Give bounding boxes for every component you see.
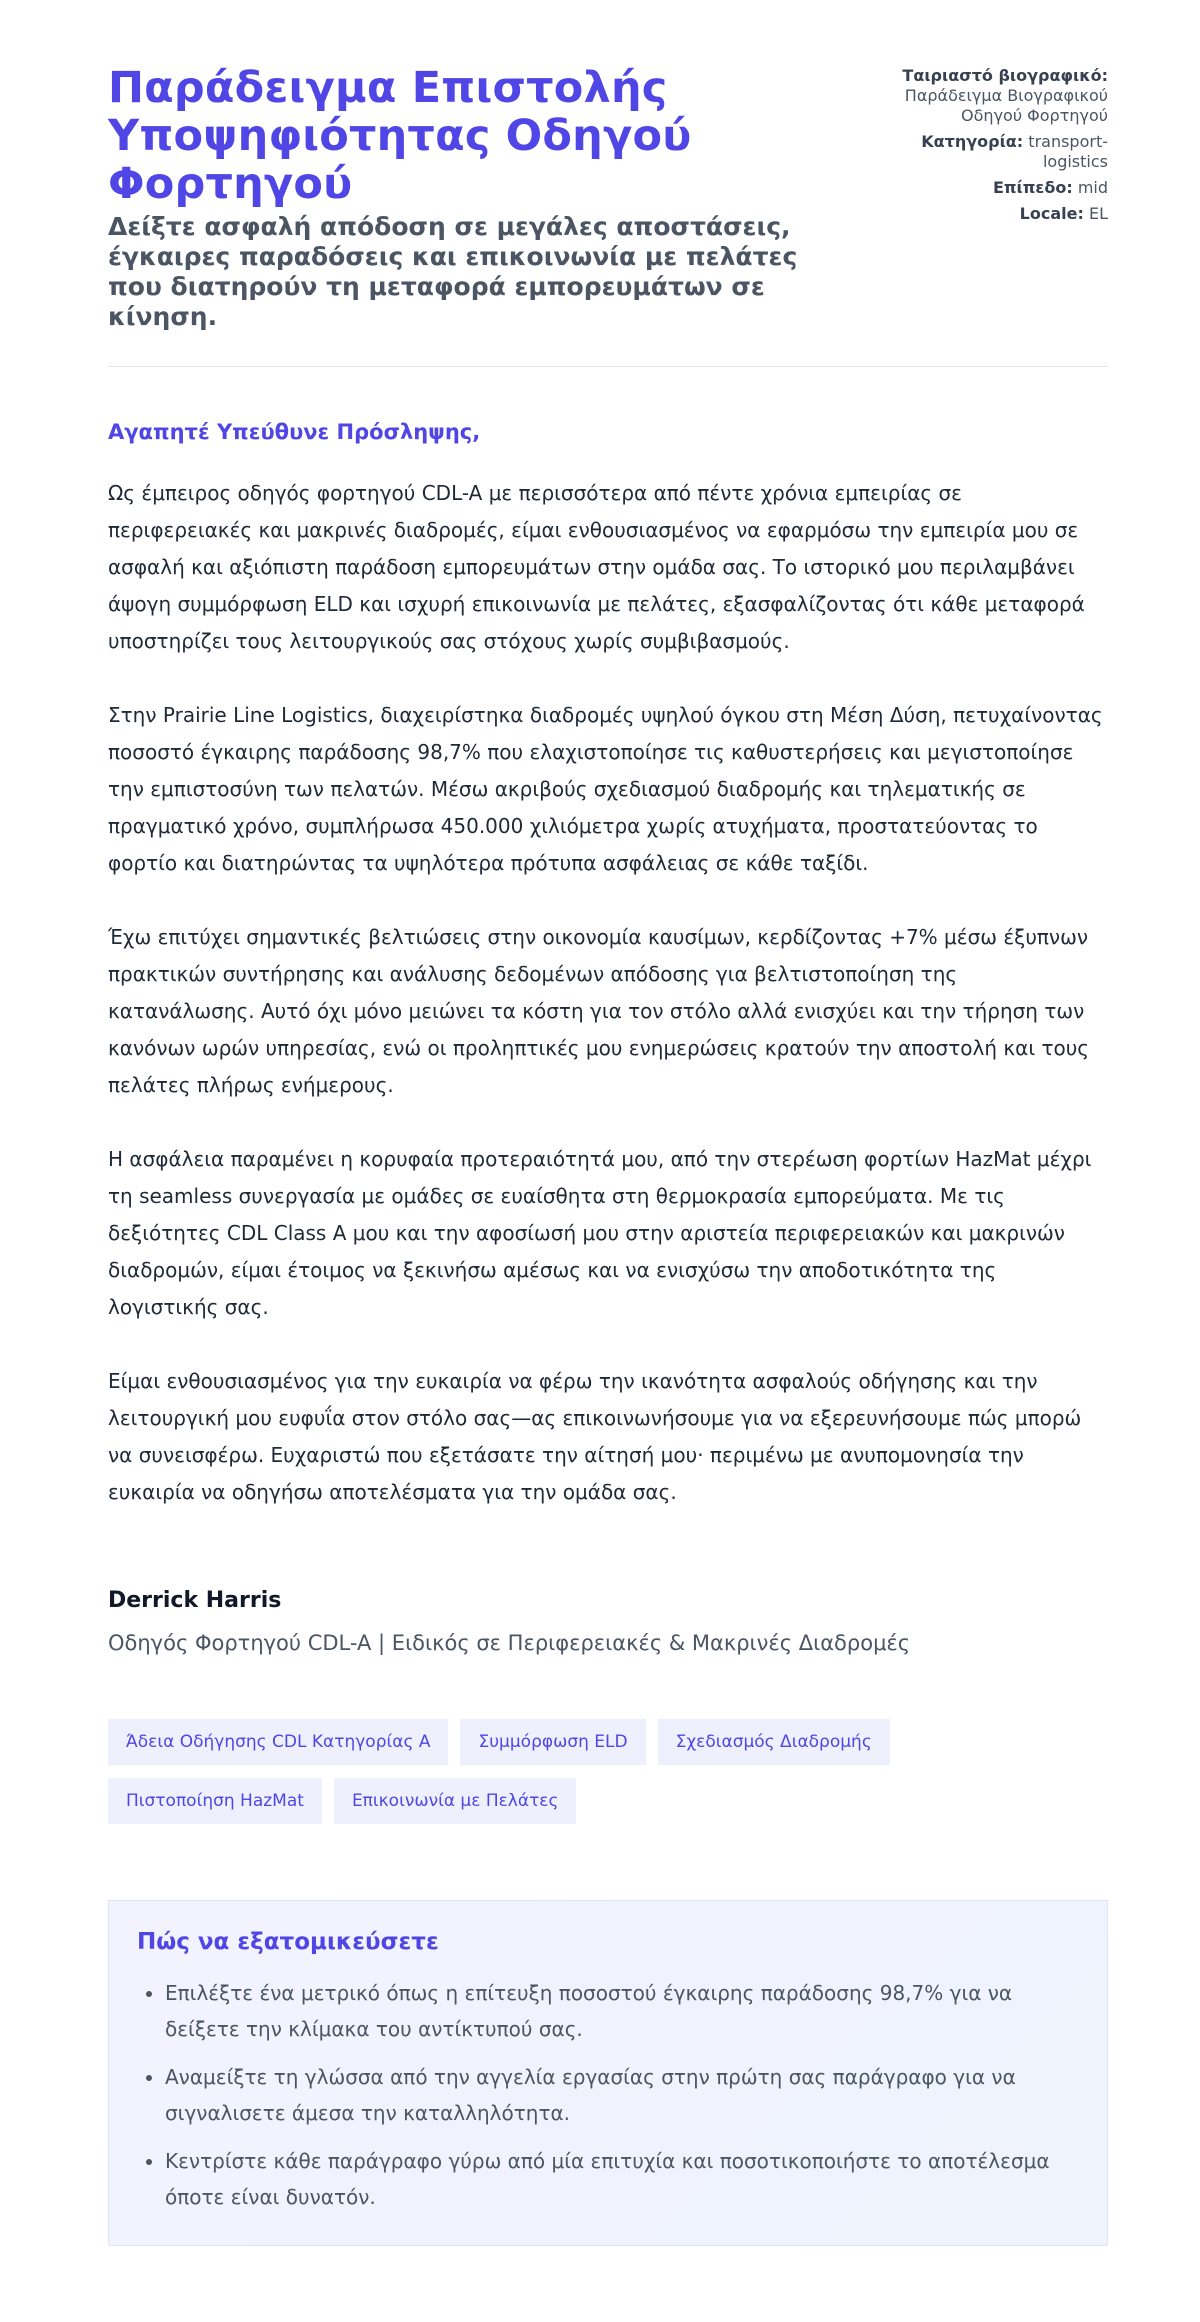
letter-paragraph: Είμαι ενθουσιασμένος για την ευκαιρία να φέρω την ικανότητα ασφαλούς οδήγησης και την λειτουργική μου ευφυΐα στον στόλο σας—ας επικοινωνήσουμε για να εξερευνήσουμε πώς μπορώ να συνεισφέρω. Ευχαριστώ που εξετάσατε την αίτησή μου· περιμένω με ανυπομονησία την ευκαιρία να οδηγήσω αποτελέσματα για την ομάδα σας. (108, 1369, 1082, 1504)
page-header (108, 64, 1108, 332)
skill-tags (108, 1719, 928, 1824)
meta-locale-label: Locale: (1019, 204, 1084, 223)
letter-salutation: Αγαπητέ Υπεύθυνε Πρόσληψης, (108, 420, 481, 444)
signature-title: Οδηγός Φορτηγού CDL-A | Ειδικός σε Περιφερειακές & Μακρινές Διαδρομές (108, 1631, 911, 1655)
meta-category-label: Κατηγορία: (921, 132, 1024, 151)
skill-tag: Σχεδιασμός Διαδρομής (658, 1719, 890, 1765)
letter-paragraph: Στην Prairie Line Logistics, διαχειρίστηκα διαδρομές υψηλού όγκου στη Μέση Δύση, πετυχαίνοντας ποσοστό έγκαιρης παράδοσης 98,7% που ελαχιστοποίησε τις καθυστερήσεις και μεγιστοποίησε την εμπιστοσύνη των πελατών. Μέσω ακριβούς σχεδιασμού διαδρομής και τηλεματικής σε πραγματικό χρόνο, συμπλήρωσα 450.000 χιλιόμετρα χωρίς ατυχήματα, προστατεύοντας το φορτίο και διατηρώντας τα υψηλότερα πρότυπα ασφάλειας σε κάθε ταξίδι. (108, 703, 1103, 875)
meta-level (888, 178, 1108, 198)
meta-resume-label: Ταιριαστό βιογραφικό: (902, 66, 1108, 85)
skill-tag: Άδεια Οδήγησης CDL Κατηγορίας A (108, 1719, 448, 1765)
page-title: Παράδειγμα Επιστολής Υποψηφιότητας Οδηγού Φορτηγού (108, 63, 692, 209)
tip-item: • Επιλέξτε ένα μετρικό όπως η επίτευξη ποσοστού έγκαιρης παράδοσης 98,7% για να δείξετε την κλίμακα του αντίκτυπού σας. (165, 1975, 1079, 2047)
meta-category (888, 132, 1108, 172)
letter-paragraph: Ως έμπειρος οδηγός φορτηγού CDL-A με περισσότερα από πέντε χρόνια εμπειρίας σε περιφερειακές και μακρινές διαδρομές, είμαι ενθουσιασμένος να εφαρμόσω την εμπειρία μου σε ασφαλή και αξιόπιστη παράδοση εμπορευμάτων στην ομάδα σας. Το ιστορικό μου περιλαμβάνει άψογη συμμόρφωση ELD και ισχυρή επικοινωνία με πελάτες, εξασφαλίζοντας ότι κάθε μεταφορά υποστηρίζει τους λειτουργικούς σας στόχους χωρίς συμβιβασμούς. (108, 481, 1085, 653)
skill-tag: Συμμόρφωση ELD (460, 1719, 645, 1765)
cover-letter-page (108, 64, 1108, 2246)
meta-locale-value: EL (1088, 204, 1108, 223)
meta-resume-value: Παράδειγμα Βιογραφικού Οδηγού Φορτηγού (904, 86, 1108, 125)
page-subtitle: Δείξτε ασφαλή απόδοση σε μεγάλες αποστάσεις, έγκαιρες παραδόσεις και επικοινωνία με πελάτες που διατηρούν τη μεταφορά εμπορευμάτων σε κίνηση. (108, 212, 798, 331)
signature-block (108, 1587, 1108, 1657)
letter-paragraph: Έχω επιτύχει σημαντικές βελτιώσεις στην οικονομία καυσίμων, κερδίζοντας +7% μέσω έξυπνων πρακτικών συντήρησης και ανάλυσης δεδομένων απόδοσης για βελτιστοποίηση της κατανάλωσης. Αυτό όχι μόνο μειώνει τα κόστη για τον στόλο αλλά ενισχύει και την τήρηση των κανόνων ωρών υπηρεσίας, ενώ οι προληπτικές μου ενημερώσεις κρατούν την αποστολή και τους πελάτες πλήρως ενήμερους. (108, 925, 1090, 1097)
skill-tag: Πιστοποίηση HazMat (108, 1778, 322, 1824)
meta-resume (888, 66, 1108, 126)
meta-level-value: mid (1077, 178, 1108, 197)
signature-name: Derrick Harris (108, 1588, 282, 1613)
tips-list (137, 1975, 1079, 2215)
customization-tips (108, 1900, 1108, 2246)
meta-panel (888, 64, 1108, 230)
letter-paragraph: Η ασφάλεια παραμένει η κορυφαία προτεραιότητά μου, από την στερέωση φορτίων HazMat μέχρι τη seamless συνεργασία με ομάδες σε ευαίσθητα στη θερμοκρασία εμπορεύματα. Με τις δεξιότητες CDL Class A μου και την αφοσίωσή μου στην αριστεία περιφερειακών και μακρινών διαδρομών, είμαι έτοιμος να ξεκινήσω αμέσως και να ενισχύσω την αποδοτικότητα της λογιστικής σας. (108, 1147, 1092, 1319)
tip-item: • Κεντρίστε κάθε παράγραφο γύρω από μία επιτυχία και ποσοτικοποιήστε το αποτέλεσμα όποτε είναι δυνατόν. (165, 2143, 1079, 2215)
tips-title: Πώς να εξατομικεύσετε (137, 1929, 439, 1955)
meta-category-value: transport-logistics (1028, 132, 1108, 171)
tip-item: • Αναμείξτε τη γλώσσα από την αγγελία εργασίας στην πρώτη σας παράγραφο για να σιγναλισετε άμεσα την καταλληλότητα. (165, 2059, 1079, 2131)
skill-tag: Επικοινωνία με Πελάτες (334, 1778, 577, 1824)
letter-body (108, 475, 1108, 1511)
header-divider (108, 366, 1108, 367)
meta-level-label: Επίπεδο: (992, 178, 1073, 197)
meta-locale (888, 204, 1108, 224)
header-titles (108, 64, 848, 332)
